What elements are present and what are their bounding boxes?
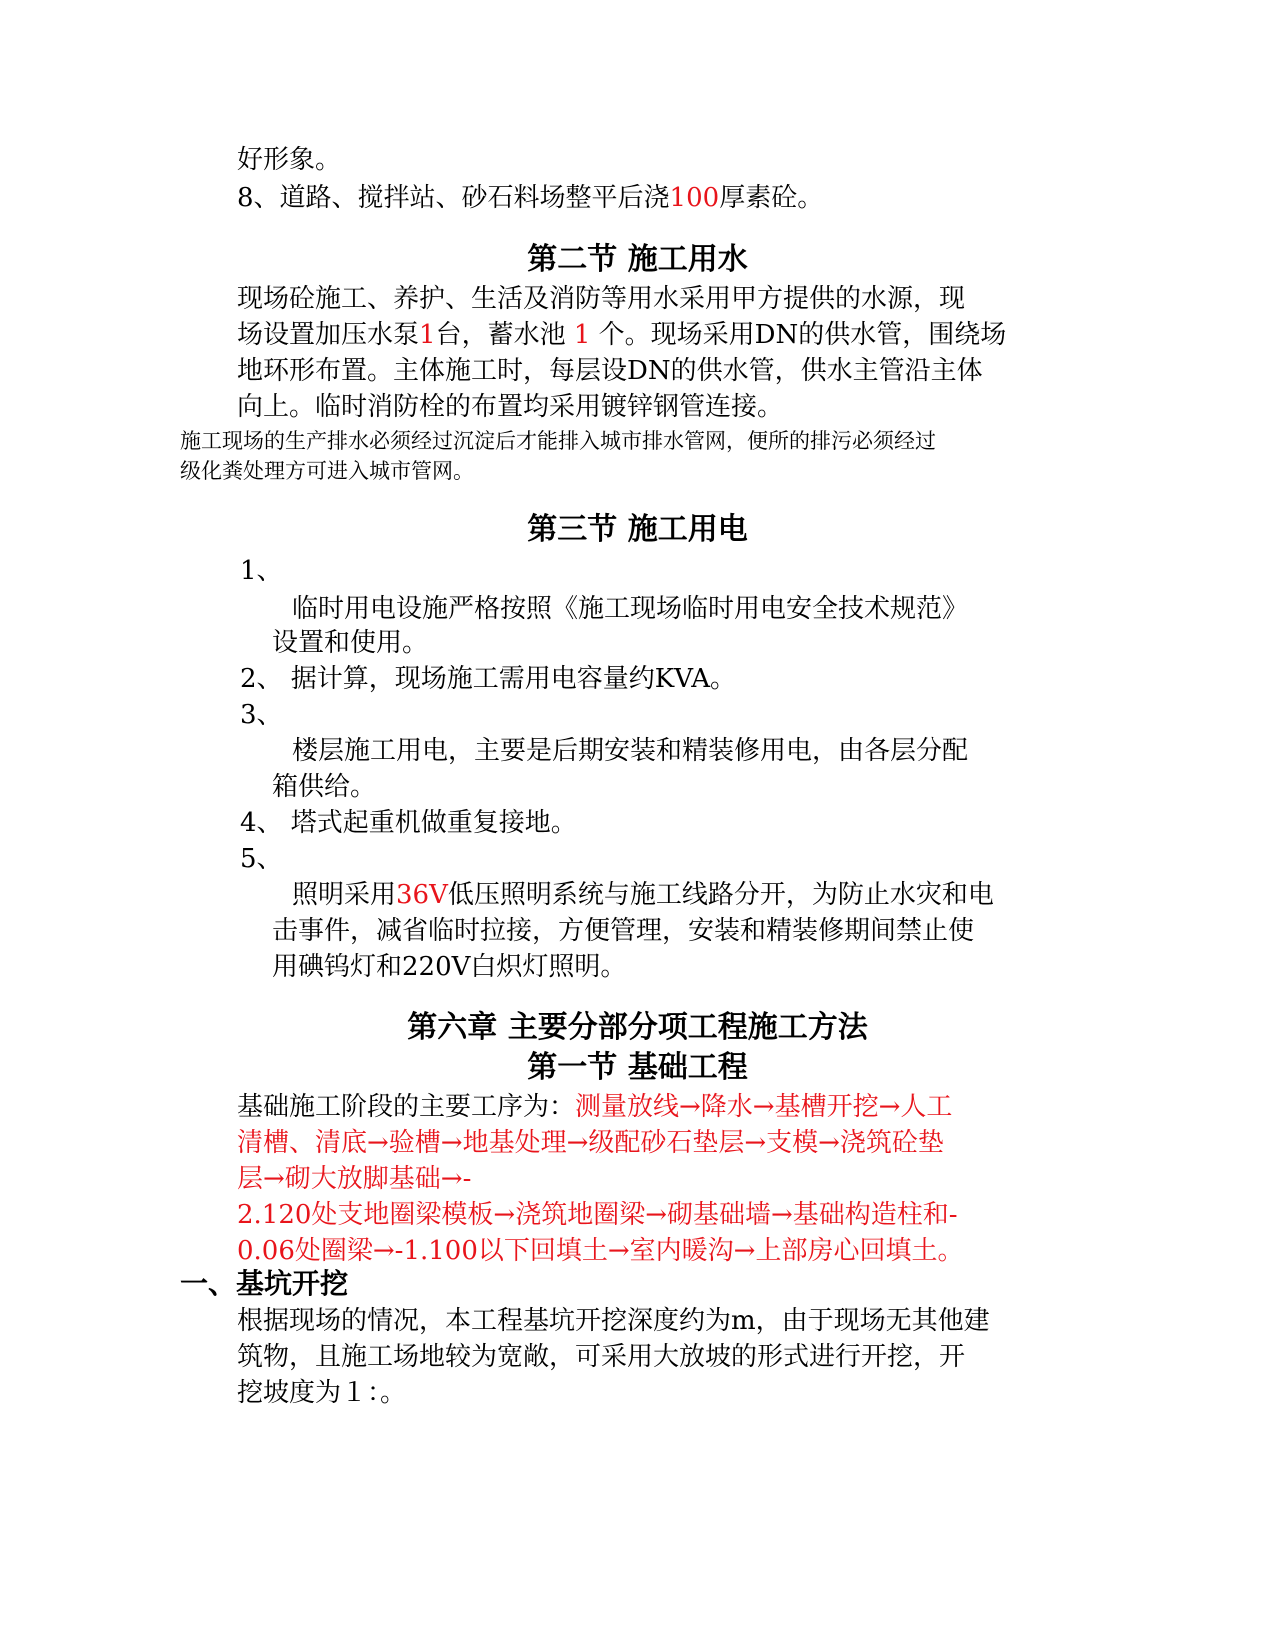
text-span: 低压照明系统与施工线路分开，为防止水灾和电: [447, 880, 994, 910]
text-line: 筑物，且施工场地较为宽敞，可采用大放坡的形式进行开挖，开: [237, 1342, 966, 1372]
text-line: 向上。临时消防栓的布置均采用镀锌钢管连接。: [237, 392, 784, 422]
text-line: 现场砼施工、养护、生活及消防等用水采用甲方提供的水源，现: [237, 284, 966, 314]
red-number: 100: [669, 183, 720, 213]
text-line: 根据现场的情况，本工程基坑开挖深度约为m，由于现场无其他建: [237, 1306, 990, 1336]
list-item-text: 临时用电设施严格按照《施工现场临时用电安全技术规范》: [292, 594, 969, 624]
list-item-number: 5、: [240, 844, 283, 874]
text-line-drainage: 施工现场的生产排水必须经过沉淀后才能排入城市排水管网，便所的排污必须经过: [180, 429, 936, 453]
text-line-sequence: [237, 1090, 952, 1124]
red-number: 1: [419, 320, 436, 350]
list-item-text: 楼层施工用电，主要是后期安装和精装修用电，由各层分配: [292, 736, 969, 766]
red-sequence: 0.06处圈梁→-1.100以下回填土→室内暖沟→上部房心回填土。: [237, 1236, 964, 1266]
red-number: 1: [565, 320, 599, 350]
subheading-excavation: 一、基坑开挖: [180, 1267, 349, 1300]
text-span: 厚素砼。: [719, 183, 824, 213]
text-line-drainage: 级化粪处理方可进入城市管网。: [180, 459, 474, 483]
text-span: 8、道路、搅拌站、砂石料场整平后浇: [237, 183, 670, 213]
red-sequence: 2.120处支地圈梁模板→浇筑地圈梁→砌基础墙→基础构造柱和-: [237, 1200, 958, 1230]
text-line-roads: [237, 181, 823, 215]
list-item-number: 1、: [240, 556, 283, 586]
red-number: 36V: [396, 880, 448, 910]
list-item-text: [292, 878, 994, 912]
red-sequence: 清槽、清底→验槽→地基处理→级配砂石垫层→支模→浇筑砼垫: [237, 1128, 944, 1158]
text-line: 好形象。: [237, 145, 342, 175]
text-span: 台，蓄水池: [435, 320, 566, 350]
section-heading-water: 第二节 施工用水: [527, 242, 748, 277]
section-heading-foundation: 第一节 基础工程: [527, 1050, 748, 1085]
text-span: 场设置加压水泵: [237, 320, 420, 350]
list-item-text: 箱供给。: [272, 772, 377, 802]
text-line: 挖坡度为１：。: [237, 1378, 407, 1408]
text-line: 地环形布置。主体施工时，每层设DN的供水管，供水主管沿主体: [237, 356, 983, 386]
list-item: 2、 据计算，现场施工需用电容量约KVA。: [240, 664, 737, 694]
text-span: 照明采用: [292, 880, 397, 910]
text-span: 基础施工阶段的主要工序为：: [237, 1092, 576, 1122]
red-sequence: 测量放线→降水→基槽开挖→人工: [575, 1092, 953, 1122]
text-span: 个。现场采用DN的供水管，围绕场: [598, 320, 1007, 350]
list-item-text: 用碘钨灯和220V白炽灯照明。: [272, 952, 627, 982]
list-item-number: 3、: [240, 700, 283, 730]
list-item-text: 设置和使用。: [272, 628, 429, 658]
list-item-text: 击事件，减省临时拉接，方便管理，安装和精装修期间禁止使: [272, 916, 975, 946]
text-line-pump: [237, 318, 1006, 352]
section-heading-electricity: 第三节 施工用电: [527, 512, 748, 547]
list-item: 4、 塔式起重机做重复接地。: [240, 808, 577, 838]
red-sequence: 层→砌大放脚基础→-: [237, 1164, 472, 1194]
chapter-heading: 第六章 主要分部分项工程施工方法: [407, 1010, 868, 1045]
